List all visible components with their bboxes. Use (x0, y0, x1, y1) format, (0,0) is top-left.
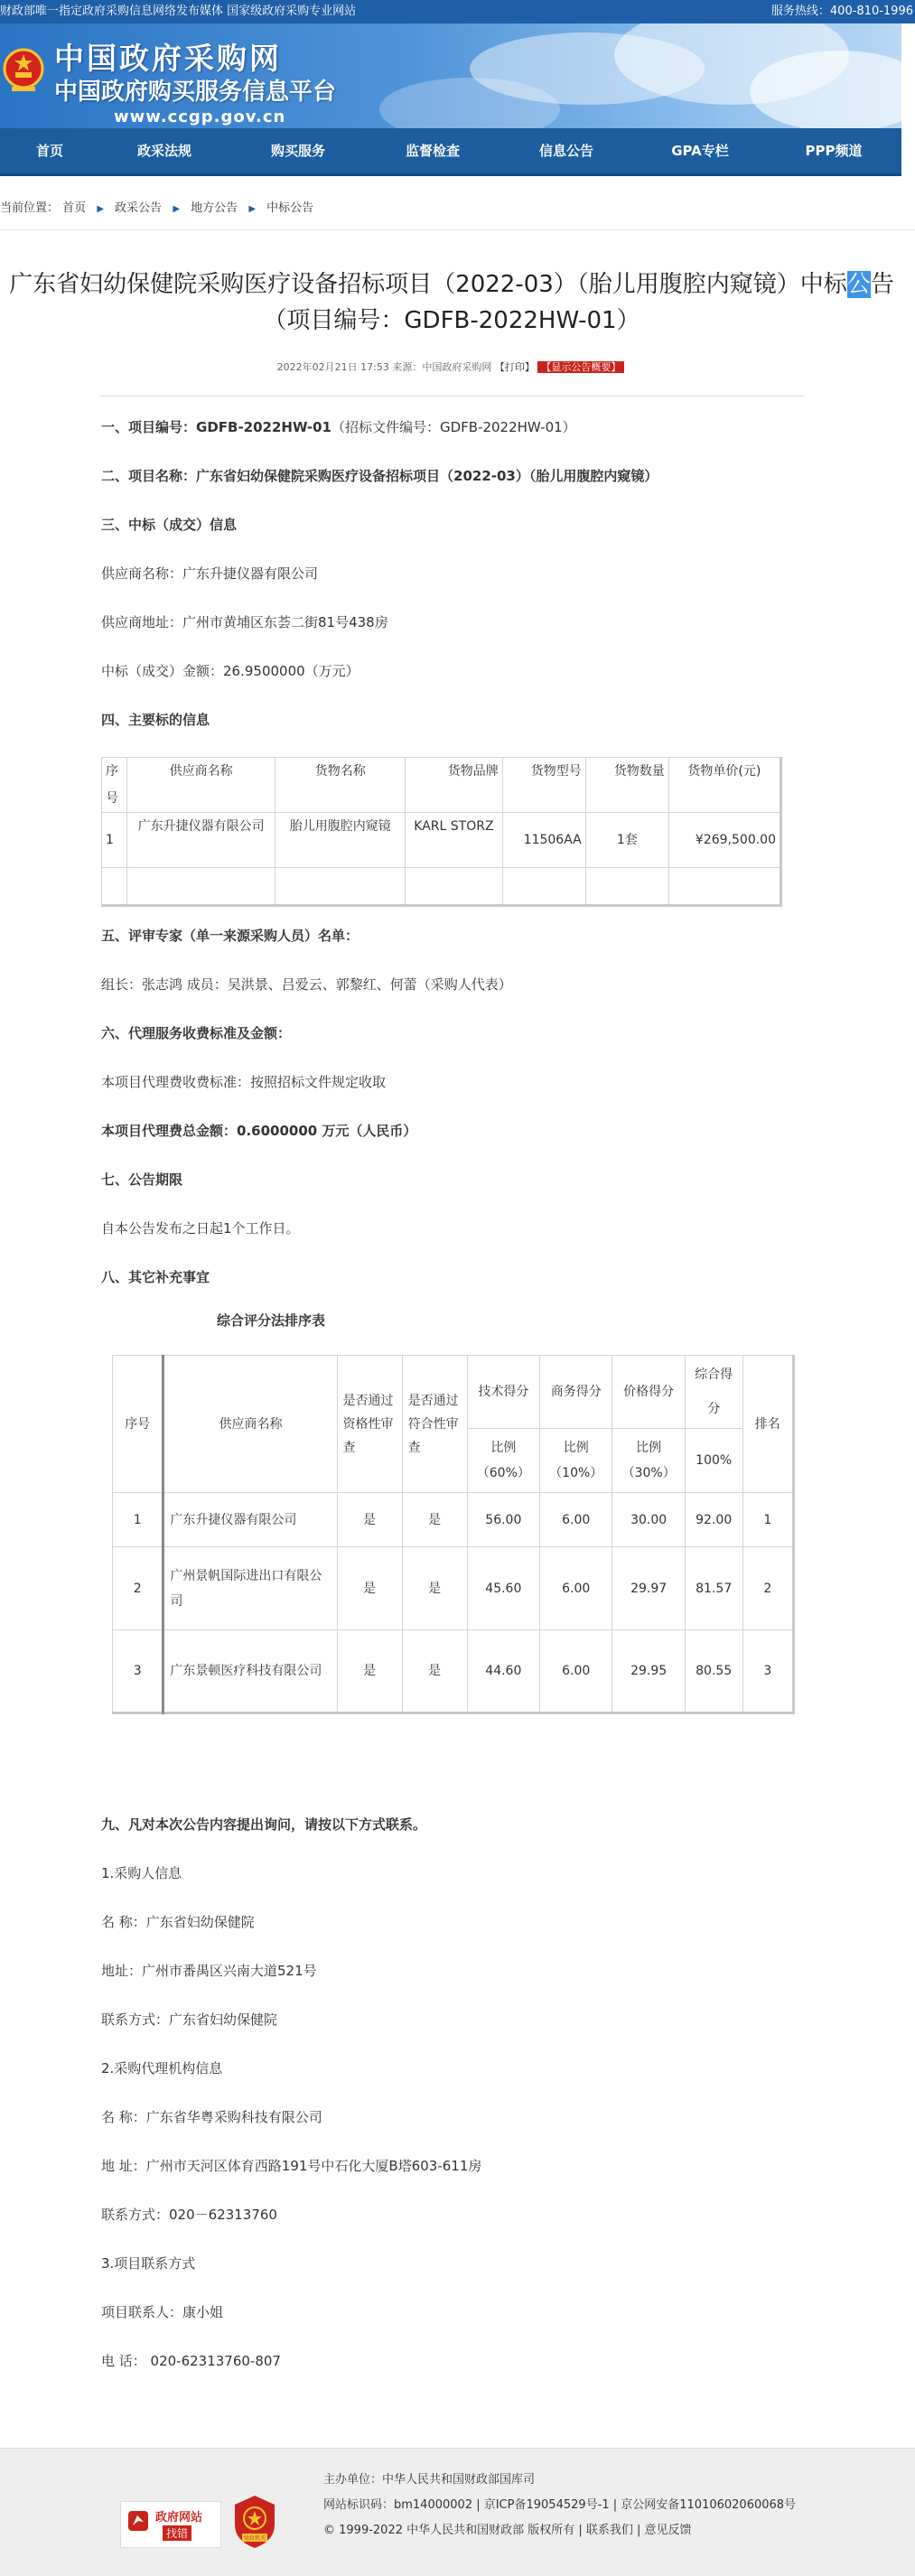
contact-1-name: 名 称：广东省妇幼保健院 (101, 1914, 255, 1930)
contact-1-address: 地址：广州市番禺区兴南大道521号 (101, 1963, 317, 1979)
top-bar (0, 0, 915, 23)
th-supplier: 供应商名称 (126, 758, 275, 813)
contact-1-title: 1.采购人信息 (101, 1865, 182, 1881)
article-meta (0, 359, 901, 376)
site-title: 中国政府采购网 (54, 41, 282, 76)
contact-3-title: 3.项目联系方式 (101, 2255, 196, 2272)
section-7-heading: 七、公告期限 (101, 1171, 183, 1188)
cell-qualification: 是 (337, 1630, 402, 1713)
notice-period: 自本公告发布之日起1个工作日。 (101, 1220, 300, 1237)
s1-value: GDFB-2022HW-01 (196, 419, 331, 435)
cell-qualification: 是 (337, 1493, 402, 1547)
title-highlight: 公 (846, 271, 871, 298)
supplier-address: 供应商地址：广州市黄埔区东荟二街81号438房 (101, 614, 388, 630)
th-goods: 货物名称 (275, 758, 406, 813)
cell-supplier: 广州景帆国际进出口有限公司 (163, 1547, 337, 1630)
cell-tech: 45.60 (467, 1547, 539, 1630)
th-no: 序号 (113, 1356, 163, 1493)
th-rank: 排名 (742, 1356, 793, 1493)
cell-brand: KARL STORZ (406, 813, 503, 868)
section-3-heading: 三、中标（成交）信息 (101, 517, 238, 533)
table-row (113, 1493, 794, 1547)
nav-item-gpa[interactable]: GPA专栏 (671, 143, 729, 159)
gov-site-error-badge[interactable] (120, 2501, 221, 2548)
cell-compliance: 是 (402, 1493, 467, 1547)
items-table (101, 757, 782, 907)
title-part1: 广东省妇幼保健院采购医疗设备招标项目（2022-03）（胎儿用腹腔内窥镜）中标 (9, 271, 847, 298)
print-button[interactable]: 【打印】 (494, 361, 535, 373)
th-price: 货物单价(元) (668, 758, 780, 813)
contact-2-method: 联系方式：020－62313760 (101, 2207, 277, 2223)
nav-item-supervision[interactable]: 监督检查 (405, 143, 460, 159)
contact-1-method: 联系方式：广东省妇幼保健院 (101, 2011, 278, 2028)
cell-no: 1 (113, 1493, 163, 1547)
cell-model: 11506AA (502, 813, 585, 868)
fee-standard: 本项目代理费收费标准：按照招标文件规定收取 (101, 1074, 387, 1090)
chevron-right-icon: ▶ (97, 204, 105, 214)
experts-list: 组长：张志鸿 成员：吴洪景、吕爱云、郭黎红、何蕾（采购人代表） (101, 976, 512, 993)
nav-item-announcements[interactable]: 信息公告 (538, 143, 593, 159)
footer-sponsor: 主办单位：中华人民共和国财政部国库司 (323, 2473, 536, 2487)
th-tech: 技术得分 (467, 1356, 539, 1429)
table-header-row (113, 1356, 794, 1429)
th-model: 货物型号 (502, 758, 585, 813)
cell-biz: 6.00 (540, 1493, 612, 1547)
th-total: 综合得分 (685, 1356, 742, 1429)
th-biz-weight: 比例（10%） (540, 1429, 612, 1493)
cell-total: 92.00 (685, 1493, 742, 1547)
topbar-left-text: 财政部唯一指定政府采购信息网络发布媒体 国家级政府采购专业网站 (0, 5, 357, 18)
cell-total: 81.57 (685, 1547, 742, 1630)
cell-no: 2 (113, 1547, 163, 1630)
th-biz: 商务得分 (540, 1356, 612, 1429)
main-nav (0, 128, 901, 176)
cell-supplier: 广东升捷仪器有限公司 (163, 1493, 337, 1547)
national-emblem-icon (3, 45, 44, 96)
cell-total: 80.55 (685, 1630, 742, 1713)
table-row (113, 1630, 794, 1713)
breadcrumb-announcements[interactable]: 政采公告 (115, 201, 163, 215)
th-brand: 货物品牌 (406, 758, 503, 813)
contact-2-name: 名 称：广东省华粤采购科技有限公司 (101, 2109, 322, 2125)
th-price-weight: 比例（30%） (612, 1429, 685, 1493)
th-qty: 货物数量 (585, 758, 668, 813)
breadcrumb-prefix: 当前位置： (0, 201, 60, 215)
cell-price: 29.95 (612, 1630, 685, 1713)
chevron-right-icon: ▶ (248, 204, 257, 214)
th-tech-weight: 比例（60%） (467, 1429, 539, 1493)
cell-tech: 56.00 (467, 1493, 539, 1547)
cell-rank: 3 (742, 1630, 793, 1713)
award-amount: 中标（成交）金额：26.9500000（万元） (101, 663, 359, 679)
cell-qty: 1套 (585, 813, 668, 868)
nav-item-purchase-service[interactable]: 购买服务 (270, 143, 325, 159)
fee-total: 本项目代理费总金额：0.6000000 万元（人民币） (101, 1123, 417, 1139)
th-supplier: 供应商名称 (163, 1356, 337, 1493)
table-row (113, 1547, 794, 1630)
cell-supplier: 广东景顿医疗科技有限公司 (163, 1630, 337, 1713)
badge1-sub: 找错 (163, 2525, 191, 2541)
cell-rank: 2 (742, 1547, 793, 1630)
section-4-heading: 四、主要标的信息 (101, 712, 210, 728)
badge1-text: 政府网站 (155, 2511, 203, 2525)
scoring-table (112, 1355, 795, 1714)
s1-label: 一、项目编号： (101, 419, 197, 435)
section-9-heading: 九、凡对本次公告内容提出询问，请按以下方式联系。 (101, 1816, 427, 1833)
th-no: 序号 (102, 758, 127, 813)
cell-price: 29.97 (612, 1547, 685, 1630)
s2-value: 广东省妇幼保健院采购医疗设备招标项目（2022-03）（胎儿用腹腔内窥镜） (196, 468, 658, 484)
page-title (9, 266, 894, 339)
th-price: 价格得分 (612, 1356, 685, 1429)
nav-item-ppp[interactable]: PPP频道 (805, 143, 863, 159)
section-8-heading: 八、其它补充事宜 (101, 1269, 210, 1285)
site-url: www.ccgp.gov.cn (114, 107, 286, 126)
contact-2-title: 2.采购代理机构信息 (101, 2060, 223, 2077)
section-2 (101, 466, 658, 486)
divider (99, 396, 804, 397)
show-summary-button[interactable]: 【显示公告概要】 (537, 361, 624, 373)
th-qualification: 是否通过资格性审查 (337, 1356, 402, 1493)
cell-compliance: 是 (402, 1547, 467, 1630)
divider (0, 229, 915, 230)
section-1 (101, 417, 576, 437)
section-6-heading: 六、代理服务收费标准及金额： (101, 1025, 292, 1041)
cell-no: 1 (102, 813, 127, 868)
nav-item-home[interactable]: 首页 (35, 143, 63, 159)
table-row-empty (102, 868, 781, 906)
breadcrumb (0, 197, 915, 220)
th-compliance: 是否通过符合性审查 (402, 1356, 467, 1493)
chevron-right-icon: ▶ (173, 204, 181, 214)
breadcrumb-home[interactable]: 首页 (62, 201, 87, 215)
table-row (102, 813, 781, 868)
breadcrumb-local[interactable]: 地方公告 (191, 201, 238, 215)
th-total-weight: 100% (685, 1429, 742, 1493)
flag-icon (126, 2509, 150, 2533)
cell-tech: 44.60 (467, 1630, 539, 1713)
badge2-text: 党政机关 (243, 2535, 266, 2542)
section-5-heading: 五、评审专家（单一来源采购人员）名单： (101, 928, 359, 944)
footer-copyright: © 1999-2022 中华人民共和国财政部 版权所有 | 联系我们 | 意见反馈 (323, 2524, 692, 2537)
cell-price: ¥269,500.00 (668, 813, 780, 868)
meta-time-source: 2022年02月21日 17:53 来源：中国政府采购网 (276, 361, 495, 373)
cell-rank: 1 (742, 1493, 793, 1547)
supplier-name: 供应商名称：广东升捷仪器有限公司 (101, 565, 319, 582)
cell-biz: 6.00 (540, 1547, 612, 1630)
scoring-table-caption: 综合评分法排序表 (217, 1312, 326, 1329)
service-hotline: 服务热线：400-810-1996 (770, 5, 913, 18)
cell-goods: 胎儿用腹腔内窥镜 (275, 813, 406, 868)
party-gov-badge-icon[interactable] (231, 2494, 278, 2550)
footer (0, 2448, 915, 2576)
title-part2: 告（项目编号：GDFB-2022HW-01） (263, 271, 894, 334)
table-header-row (102, 758, 781, 813)
cell-no: 3 (113, 1630, 163, 1713)
cell-compliance: 是 (402, 1630, 467, 1713)
cell-price: 30.00 (612, 1493, 685, 1547)
contact-2-address: 地 址：广州市天河区体育西路191号中石化大厦B塔603-611房 (101, 2158, 482, 2174)
site-subtitle: 中国政府购买服务信息平台 (54, 79, 337, 106)
s2-label: 二、项目名称： (101, 468, 197, 484)
contact-3-phone: 电 话： 020-62313760-807 (101, 2353, 281, 2369)
footer-registration: 网站标识码：bm14000002 | 京ICP备19054529号-1 | 京公网安备11010602060068号 (323, 2498, 797, 2512)
contact-3-person: 项目联系人：康小姐 (101, 2304, 224, 2320)
breadcrumb-award[interactable]: 中标公告 (266, 201, 314, 215)
nav-item-regulations[interactable]: 政采法规 (136, 143, 191, 159)
cell-supplier: 广东升捷仪器有限公司 (126, 813, 275, 868)
s1-note: （招标文件编号：GDFB-2022HW-01） (331, 419, 576, 435)
header-banner (0, 23, 901, 128)
cell-biz: 6.00 (540, 1630, 612, 1713)
cell-qualification: 是 (337, 1547, 402, 1630)
